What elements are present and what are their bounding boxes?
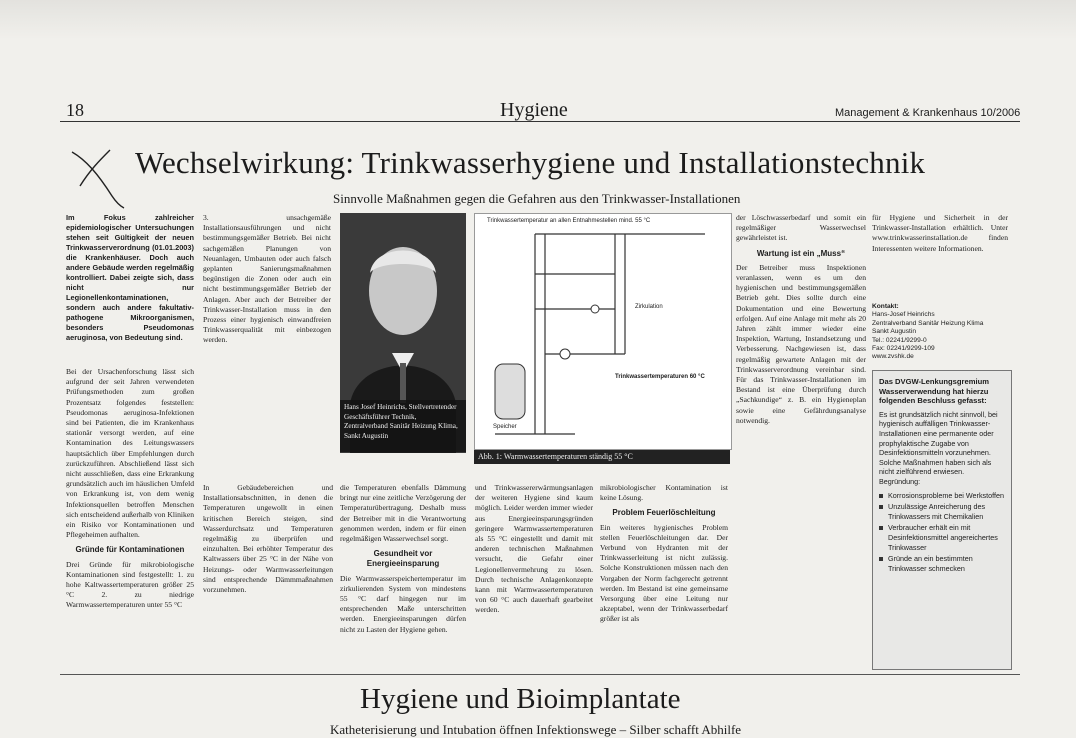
contact-label: Kontakt: [872,303,899,310]
diagram-label-storage: Speicher [493,424,517,430]
list-item: Unzulässige Anreicherung des Trinkwassers mit Chemikalien [879,502,1005,521]
article-title: Wechselwirkung: Trinkwasserhygiene und Installationstechnik [135,145,926,180]
article-column-6 [600,483,728,668]
page-fold-shadow [0,0,1076,40]
diagram-label-top: Trinkwassertemperatur an allen Entnahmestellen mind. 55 °C [487,218,651,224]
footer-rule [60,674,1020,675]
column-text: In Gebäudebereichen und Installationsabschnitten, in denen die Temperaturen ungewollt in einen kritischen Bereich steigen, sind Wasserdurchsatz und Temperaturen regelmäßig zu überprüfen und einzuhalten. Bei erhöhter Temperatur des Kaltwassers über 25 °C in der Nähe von Heizungs- oder Warmwasserleitungen sind entsprechende Dämmmaßnahmen vorzunehmen. [203,483,333,595]
column-text: Bei der Ursachenforschung lässt sich aufgrund der seit Jahren verwendeten Prüfungsmethoden zum großen Prozentsatz folgendes feststellen: Pseudomonas aeruginosa-Infektionen sind bei Patienten, die im Krankenhaus stationär versorgt werden, auf eine Kontamination des Leitungswassers hauptsächlich über Empfehlungen durch zurückzuführen. Abschließend lässt sich nicht ausschließen, dass eine Erkrankung grundsätzlich auch im häuslichen Umfeld von Erkrankung ist, von dem wenig Infektionsquellen betroffen Menschen sich entscheidend außerhalb von Kliniken ein Risiko vor Kontaminationen und Pflegeheimen aufhalten. [66,367,194,540]
next-article-title: Hygiene und Bioimplantate [360,683,681,715]
column-text: Drei Gründe für mikrobiologische Kontaminationen sind festgestellt: 1. zu hohe Kaltwassertemperaturen größer 25 °C 2. zu niedrige Warmwassertemperaturen unter 55 °C [66,559,194,610]
dvgw-info-box [872,370,1012,670]
contact-line: Hans-Josef Heinrichs [872,311,935,319]
page-number: 18 [66,100,84,120]
diagram-label-bottom: Trinkwassertemperaturen 60 °C [615,374,705,380]
header-rule [60,121,1020,122]
column-text: für Hygiene und Sicherheit in der Trinkwasser-Installation erhältlich. Unter www.trinkwasserinstallation.de finden Interessenten weitere Informationen. [872,213,1008,253]
installation-schematic [475,214,731,449]
article-column-5 [475,483,593,668]
photo-caption: Hans Josef Heinrichs, Stellvertretender Geschäftsführer Technik, Zentralverband Sanitär Heizung Klima, Sankt Augustin [340,400,466,452]
contact-line: Fax: 02241/9299-109 [872,345,935,353]
contact-line: Zentralverband Sanitär Heizung Klima [872,319,984,327]
info-box-text: Es ist grundsätzlich nicht sinnvoll, bei hygienisch auffälligen Trinkwasser-Installationen eine permanente oder prophylaktische Zugabe von Desinfektionsmitteln vorzunehmen. Solche Maßnahmen haben sich als nicht zielführend erwiesen. Begründung: [879,409,998,486]
column-text: mikrobiologischer Kontamination ist keine Lösung. [600,483,728,503]
column-text: Die Warmwasserspeichertemperatur im zirkulierenden System von mindestens 55 °C darf hingegen nur im entsprechenden Maße unterschritten werden. Energieeinsparungen dürfen nicht zu Lasten der Hygiene gehen. [340,573,466,634]
contact-block [872,303,1008,371]
diagram-label-circ: Zirkulation [635,304,663,310]
contact-line: Sankt Augustin [872,328,916,336]
list-item: Verbraucher erhält ein mit Desinfektionsmittel angereichertes Trinkwasser [879,523,1005,552]
installation-diagram [474,213,732,450]
column-subheading: Problem Feuerlöschleitung [612,508,716,518]
article-subtitle: Sinnvolle Maßnahmen gegen die Gefahren aus den Trinkwasser-Installationen [333,191,741,206]
article-column-4 [340,483,466,668]
info-box-heading: Das DVGW-Lenkungsgremium Wasserverwendung hat hierzu folgenden Beschluss gefasst: [879,377,989,406]
column-text: 3. unsachgemäße Installationsausführungen und nicht bestimmungsgemäßer Betrieb. Bei nicht sachgemäßen Planungen von Neuanlagen, Umbauten oder auch falsch geplanten Sanierungsmaßnahmen begünstigen die Zonen oder auch ein nicht bestimmungsgemäßer Betrieb der Anlagen. Aber auch der Betreiber der Trinkwasser-Installation muss in den Prozess einer hygienisch einwandfreien Trinkwasserqualität mit einbezogen werden. [203,213,331,345]
column-subheading: Gesundheit vor Energieeinsparung [366,549,440,569]
list-item: Korrosionsprobleme bei Werkstoffen [879,491,1005,501]
column-subheading: Wartung ist ein „Muss“ [756,248,846,258]
info-box-list [879,491,1005,574]
article-lead: Im Fokus zahlreicher epidemiologischer Untersuchungen stehen seit Gültigkeit der neuen Trinkwasserverordnung (01.01.2003) die Krankenhäuser. Doch auch andere Gebäude werden regelmäßig kontrolliert. Dabei zeigte sich, dass nicht nur Legionellenkontaminationen, sondern auch andere fakultativ-pathogene Mikroorganismen, besonders Pseudomonas aeruginosa, von Bedeutung sind. [66,213,194,342]
article-column-3 [203,483,333,668]
list-item: Gründe an ein bestimmten Trinkwasser schmecken [879,554,1005,573]
column-text: Der Betreiber muss Inspektionen veranlassen, wenn es um den hygienischen und bestimmungsgemäßen Betrieb geht. Dies sollte durch eine Dokumentation und eine Bewertung erfolgen. Auf eine Anlage mit mehr als 20 Jahren zählt immer wieder eine Inspektion, Wartung, Instandsetzung und Verbesserung. Nachgewiesen ist, dass regelmäßig gewartete Anlagen mit der Trinkwasserverordnung vereinbar sind. Für das Trinkwasser-Installationen im Bestand ist eine Überprüfung durch „Sachkundige“ z. B. ein Hygieneplan sowie eine Gefährdungsanalyse notwendig. [736,262,866,425]
contact-line: Tel.: 02241/9299-0 [872,336,927,344]
column-text: der Löschwasserbedarf und somit ein regelmäßiger Wasserwechsel gewährleistet ist. [736,213,866,243]
column-text: Ein weiteres hygienisches Problem stellen Feuerlöschleitungen dar. Der Verbund von Hydranten mit der Trinkwasserleitung ist nicht zulässig. Solche Konstruktionen müssen nach den Vorgaben der Norm fachgerecht getrennt werden. Im Bestand ist eine gemeinsame Versorgung über eine Leitung nur akzeptabel, wenn der Trinkwasserbedarf größer ist als [600,522,728,624]
journal-name: Management & Krankenhaus 10/2006 [835,107,1021,119]
article-column-7 [736,213,866,668]
article-column-8 [872,213,1008,301]
column-text: die Temperaturen ebenfalls Dämmung bringt nur eine zeitliche Verzögerung der Temperaturübertragung. Deshalb muss der Betreiber mit in die Verantwortung genommen werden, indem er für einen regelmäßigen Wasserwechsel sorgt. [340,483,466,544]
column-subheading: Gründe für Kontaminationen [75,545,185,555]
section-title: Hygiene [500,99,568,121]
contact-link[interactable]: www.zvshk.de [872,353,914,361]
article-column-1 [66,367,194,667]
handwritten-x-mark-icon [66,146,132,210]
article-column-2 [203,213,331,345]
diagram-caption: Abb. 1: Warmwassertemperaturen ständig 55 °C [474,450,730,464]
column-text: und Trinkwassererwärmungsanlagen der weiteren Hygiene sind kaum möglich. Leider werden immer wieder aus Energieeinsparungsgründen geringere Warmwassertemperaturen als 55 °C eingestellt und damit mit anderen technischen Maßnahmen versucht, die Gefahr einer Legionellenvermehrung zu lösen. Durch technische Anlagenkonzepte kann mit Warmwassertemperaturen von 60 °C auch dauerhaft gearbeitet werden. [475,483,593,615]
next-article-subtitle: Katheterisierung und Intubation öffnen Infektionswege – Silber schafft Abhilfe [330,722,742,737]
